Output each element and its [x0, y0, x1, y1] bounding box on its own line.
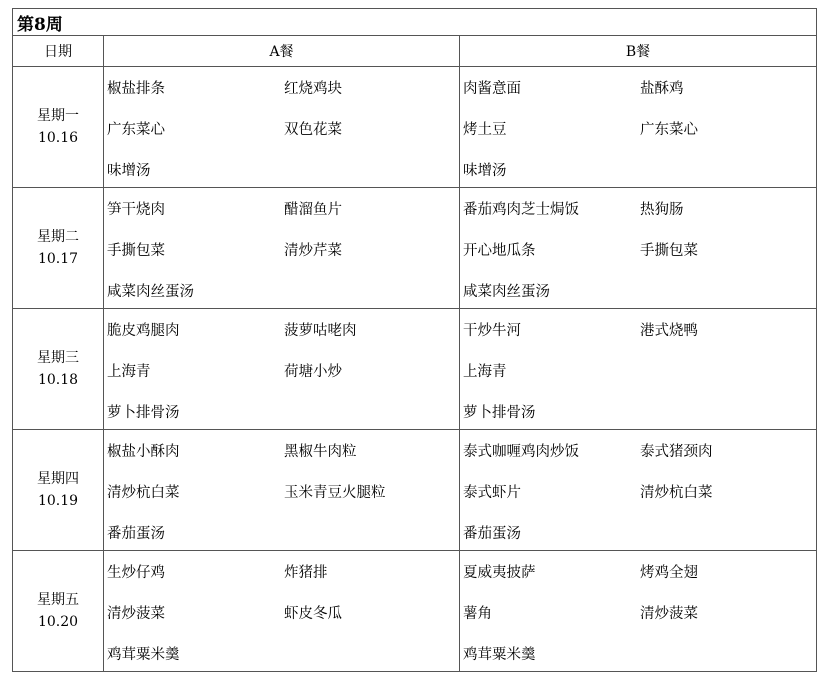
header-row: [13, 36, 817, 67]
meal-b-cell: [460, 551, 817, 672]
dish-item: 港式烧鸭: [640, 323, 698, 339]
date-label: 10.20: [37, 614, 79, 630]
meal-b-cell: [460, 430, 817, 551]
weekday-label: 星期四: [37, 471, 79, 487]
dish-item: 咸菜肉丝蛋汤: [463, 284, 550, 300]
dish-item: 热狗肠: [640, 202, 684, 218]
weekday-label: 星期一: [37, 108, 79, 124]
date-label: 10.19: [37, 493, 79, 509]
dish-item: 泰式咖喱鸡肉炒饭: [463, 444, 579, 460]
meal-a-cell: [104, 309, 460, 430]
day-row: [13, 188, 817, 309]
date-label: 10.17: [37, 251, 79, 267]
title-row: [13, 9, 817, 36]
dish-item: 双色花菜: [284, 122, 342, 138]
day-cell: [13, 309, 104, 430]
dish-item: 薯角: [463, 606, 492, 622]
day-row: [13, 67, 817, 188]
dish-item: 盐酥鸡: [640, 81, 684, 97]
dish-item: 虾皮冬瓜: [284, 606, 342, 622]
dish-item: 咸菜肉丝蛋汤: [107, 284, 194, 300]
day-row: [13, 309, 817, 430]
dish-item: 清炒芹菜: [284, 243, 342, 259]
dish-item: 鸡茸粟米羹: [463, 647, 536, 663]
dish-item: 肉酱意面: [463, 81, 521, 97]
dish-item: 上海青: [463, 364, 507, 380]
menu-sheet: [12, 8, 816, 672]
meal-a-cell: [104, 188, 460, 309]
dish-item: 开心地瓜条: [463, 243, 536, 259]
dish-item: 味增汤: [107, 163, 151, 179]
dish-item: 椒盐排条: [107, 81, 165, 97]
dish-item: 黑椒牛肉粒: [284, 444, 357, 460]
dish-item: 手撕包菜: [107, 243, 165, 259]
dish-item: 醋溜鱼片: [284, 202, 342, 218]
dish-item: 味增汤: [463, 163, 507, 179]
day-row: [13, 551, 817, 672]
dish-item: 清炒菠菜: [107, 606, 165, 622]
meal-a-cell: [104, 430, 460, 551]
dish-item: 广东菜心: [107, 122, 165, 138]
weekday-label: 星期三: [37, 350, 79, 366]
dish-item: 上海青: [107, 364, 151, 380]
dish-item: 萝卜排骨汤: [107, 405, 180, 421]
meal-a-cell: [104, 67, 460, 188]
dish-item: 番茄蛋汤: [463, 526, 521, 542]
day-cell: [13, 551, 104, 672]
dish-item: 烤土豆: [463, 122, 507, 138]
dish-item: 菠萝咕咾肉: [284, 323, 357, 339]
dish-item: 泰式猪颈肉: [640, 444, 713, 460]
dish-item: 鸡茸粟米羹: [107, 647, 180, 663]
dish-item: 番茄蛋汤: [107, 526, 165, 542]
dish-item: 清炒菠菜: [640, 606, 698, 622]
meal-a-column-header: A餐: [104, 36, 460, 67]
dish-item: 生炒仔鸡: [107, 565, 165, 581]
dish-item: 番茄鸡肉芝士焗饭: [463, 202, 579, 218]
date-column-header: 日期: [13, 36, 104, 67]
dish-item: 玉米青豆火腿粒: [284, 485, 386, 501]
dish-item: 清炒杭白菜: [107, 485, 180, 501]
date-label: 10.16: [37, 130, 79, 146]
dish-item: 荷塘小炒: [284, 364, 342, 380]
weekday-label: 星期二: [37, 229, 79, 245]
dish-item: 炸猪排: [284, 565, 328, 581]
dish-item: 广东菜心: [640, 122, 698, 138]
week-title: 第8周: [13, 9, 817, 36]
dish-item: 脆皮鸡腿肉: [107, 323, 180, 339]
day-cell: [13, 430, 104, 551]
weekday-label: 星期五: [37, 592, 79, 608]
meal-b-cell: [460, 188, 817, 309]
dish-item: 椒盐小酥肉: [107, 444, 180, 460]
meal-a-cell: [104, 551, 460, 672]
meal-b-cell: [460, 67, 817, 188]
date-label: 10.18: [37, 372, 79, 388]
dish-item: 手撕包菜: [640, 243, 698, 259]
dish-item: 泰式虾片: [463, 485, 521, 501]
dish-item: 烤鸡全翅: [640, 565, 698, 581]
day-cell: [13, 67, 104, 188]
weekly-menu-table: [12, 8, 817, 672]
dish-item: 清炒杭白菜: [640, 485, 713, 501]
dish-item: 夏威夷披萨: [463, 565, 536, 581]
dish-item: 红烧鸡块: [284, 81, 342, 97]
dish-item: 笋干烧肉: [107, 202, 165, 218]
dish-item: 干炒牛河: [463, 323, 521, 339]
day-cell: [13, 188, 104, 309]
dish-item: 萝卜排骨汤: [463, 405, 536, 421]
day-row: [13, 430, 817, 551]
meal-b-column-header: B餐: [460, 36, 817, 67]
meal-b-cell: [460, 309, 817, 430]
